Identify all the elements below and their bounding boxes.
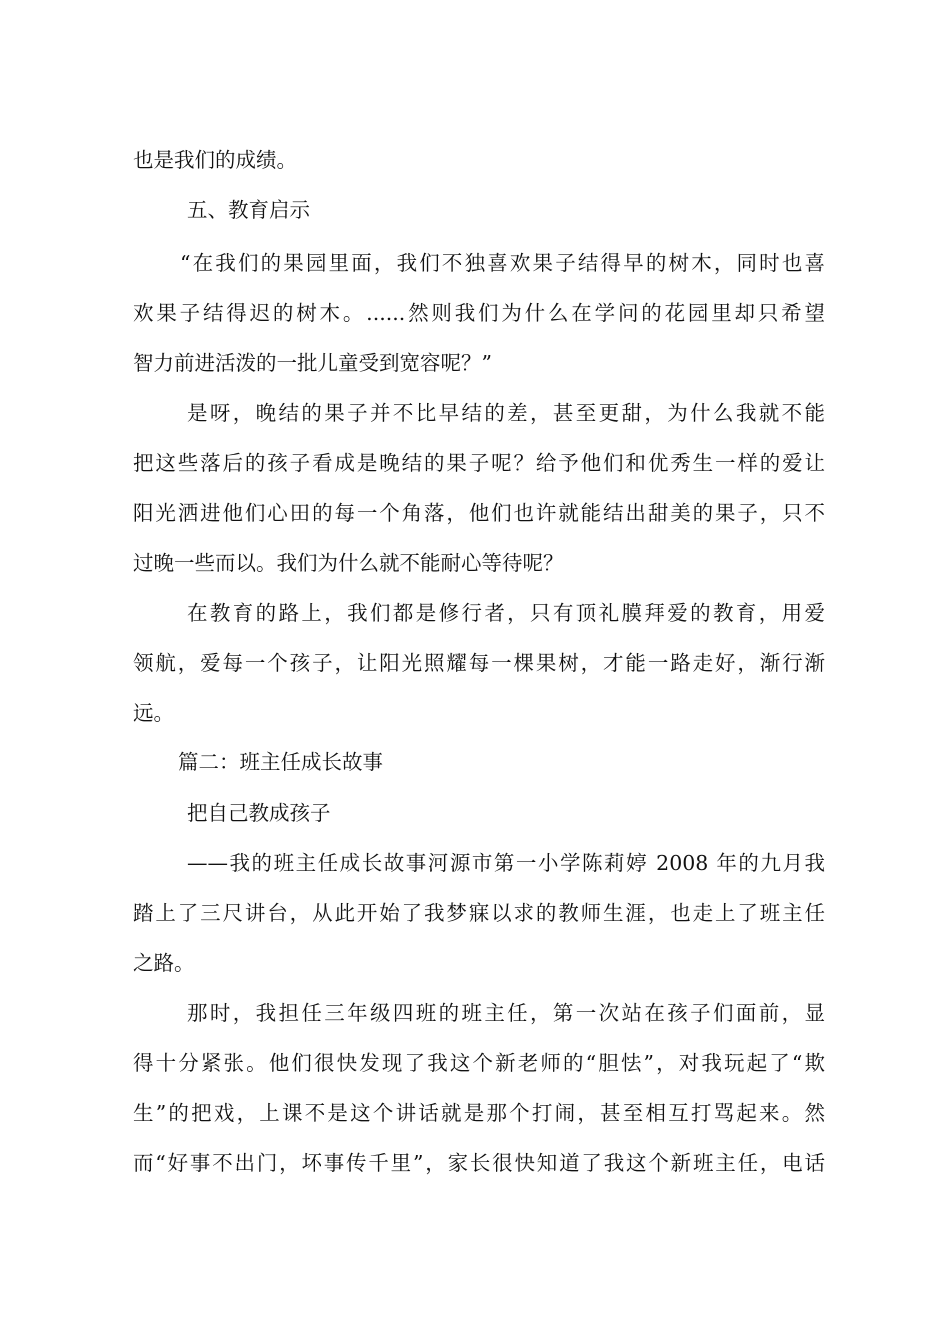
text-line: 得十分紧张。他们很快发现了我这个新老师的“胆怯”，对我玩起了“欺: [133, 1051, 825, 1075]
text-line: 阳光洒进他们心田的每一个角落，他们也许就能结出甜美的果子，只不: [133, 501, 825, 525]
text-line: 踏上了三尺讲台，从此开始了我梦寐以求的教师生涯，也走上了班主任: [133, 901, 825, 925]
article-title: 把自己教成孩子: [187, 801, 331, 825]
text-line: 过晚一些而以。我们为什么就不能耐心等待呢？: [133, 551, 564, 575]
text-line: “在我们的果园里面，我们不独喜欢果子结得早的树木，同时也喜: [180, 251, 825, 275]
text-line: 智力前进活泼的一批儿童受到宽容呢？”: [133, 351, 492, 375]
text-line: 把这些落后的孩子看成是晚结的果子呢？给予他们和优秀生一样的爱让: [133, 451, 825, 475]
text-line: 之路。: [133, 951, 195, 975]
section-heading: 五、教育启示: [187, 198, 310, 222]
text-line: 领航，爱每一个孩子，让阳光照耀每一棵果树，才能一路走好，渐行渐: [133, 651, 825, 675]
text-line: 欢果子结得迟的树木。......然则我们为什么在学问的花园里却只希望: [133, 301, 825, 325]
text-line: 在教育的路上，我们都是修行者，只有顶礼膜拜爱的教育，用爱: [187, 601, 825, 625]
text-line: 而“好事不出门，坏事传千里”，家长很快知道了我这个新班主任，电话: [133, 1151, 825, 1175]
text-line: 也是我们的成绩。: [133, 148, 297, 172]
section-heading: 篇二：班主任成长故事: [178, 750, 383, 774]
text-line: 生”的把戏，上课不是这个讲话就是那个打闹，甚至相互打骂起来。然: [133, 1101, 825, 1125]
text-line: 那时，我担任三年级四班的班主任，第一次站在孩子们面前，显: [187, 1001, 825, 1025]
text-line: 远。: [133, 701, 174, 725]
text-line: 是呀，晚结的果子并不比早结的差，甚至更甜，为什么我就不能: [187, 401, 825, 425]
text-line: ——我的班主任成长故事河源市第一小学陈莉婷 2008 年的九月我: [187, 851, 825, 875]
